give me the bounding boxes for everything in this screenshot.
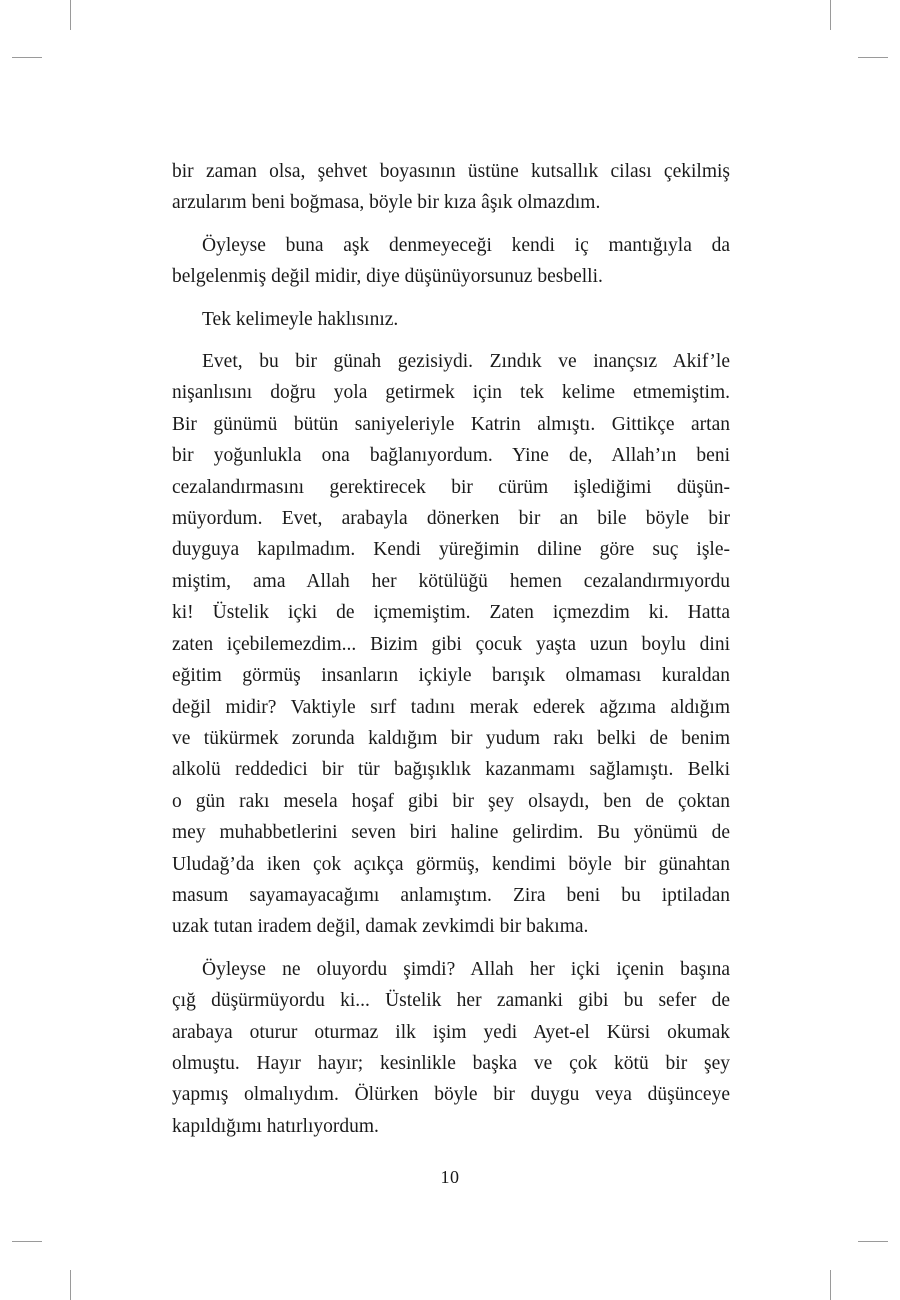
paragraph-5 — [172, 954, 730, 1142]
crop-mark-bottom-right-horizontal — [858, 1241, 888, 1242]
page-number: 10 — [440, 1167, 460, 1187]
crop-mark-top-right-vertical — [830, 0, 831, 30]
text-line: uzak tutan iradem değil, damak zevkimdi bir bakıma. — [172, 916, 589, 938]
text-line: belgelenmiş değil midir, diye düşünüyorsunuz besbelli. — [172, 266, 603, 288]
text-line: eğitim görmüş insanların içkiyle barışık olmaması kuraldan — [172, 665, 730, 687]
crop-mark-bottom-right-vertical — [830, 1270, 831, 1300]
text-line: zaten içebilemezdim... Bizim gibi çocuk yaşta uzun boylu dini — [172, 633, 730, 655]
body-text — [172, 156, 730, 1153]
text-line: Tek kelimeyle haklısınız. — [202, 308, 399, 330]
text-line: duyguya kapılmadım. Kendi yüreğimin diline göre suç işle- — [172, 539, 730, 561]
text-line: masum sayamayacağımı anlamıştım. Zira beni bu iptiladan — [172, 884, 730, 906]
text-line: kapıldığımı hatırlıyordum. — [172, 1115, 379, 1137]
crop-mark-bottom-left-vertical — [70, 1270, 71, 1300]
text-line: müyordum. Evet, arabayla dönerken bir an bile böyle bir — [172, 508, 730, 530]
text-line: o gün rakı mesela hoşaf gibi bir şey olsaydı, ben de çoktan — [172, 790, 730, 812]
text-line: olmuştu. Hayır hayır; kesinlikle başka ve çok kötü bir şey — [172, 1052, 730, 1074]
crop-mark-top-left-horizontal — [12, 57, 42, 58]
text-line: arzularım beni boğmasa, böyle bir kıza âşık olmazdım. — [172, 192, 601, 214]
paragraph-1 — [172, 156, 730, 219]
text-line: alkolü reddedici bir tür bağışıklık kazanmamı sağlamıştı. Belki — [172, 759, 730, 781]
text-line: ki! Üstelik içki de içmemiştim. Zaten içmezdim ki. Hatta — [172, 602, 730, 624]
crop-mark-top-right-horizontal — [858, 57, 888, 58]
paragraph-3 — [172, 304, 730, 335]
text-line: Evet, bu bir günah gezisiydi. Zındık ve inançsız Akif’le — [202, 351, 730, 373]
paragraph-2 — [172, 230, 730, 293]
text-line: bir yoğunlukla ona bağlanıyordum. Yine de, Allah’ın beni — [172, 445, 730, 467]
text-line: Öyleyse buna aşk denmeyeceği kendi iç mantığıyla da — [202, 234, 730, 256]
text-line: bir zaman olsa, şehvet boyasının üstüne kutsallık cilası çekilmiş — [172, 161, 730, 182]
text-line: nişanlısını doğru yola getirmek için tek kelime etmemiştim. — [172, 382, 730, 404]
text-line: çığ düşürmüyordu ki... Üstelik her zamanki gibi bu sefer de — [172, 990, 730, 1012]
text-line: arabaya oturur oturmaz ilk işim yedi Ayet-el Kürsi okumak — [172, 1021, 730, 1043]
text-line: Öyleyse ne oluyordu şimdi? Allah her içki içenin başına — [202, 958, 730, 980]
text-line: yapmış olmalıydım. Ölürken böyle bir duygu veya düşünceye — [172, 1084, 730, 1106]
text-line: değil midir? Vaktiyle sırf tadını merak ederek ağzıma aldığım — [172, 696, 730, 718]
paragraph-4 — [172, 346, 730, 943]
text-line: Uludağ’da iken çok açıkça görmüş, kendimi böyle bir günahtan — [172, 853, 730, 875]
crop-mark-top-left-vertical — [70, 0, 71, 30]
text-line: miştim, ama Allah her kötülüğü hemen cezalandırmıyordu — [172, 570, 730, 592]
text-line: cezalandırmasını gerektirecek bir cürüm işlediğimi düşün- — [172, 476, 730, 498]
text-line: ve tükürmek zorunda kaldığım bir yudum rakı belki de benim — [172, 727, 730, 749]
text-line: Bir günümü bütün saniyeleriyle Katrin almıştı. Gittikçe artan — [172, 413, 730, 435]
crop-mark-bottom-left-horizontal — [12, 1241, 42, 1242]
text-line: mey muhabbetlerini seven biri haline gelirdim. Bu yönümü de — [172, 822, 730, 844]
